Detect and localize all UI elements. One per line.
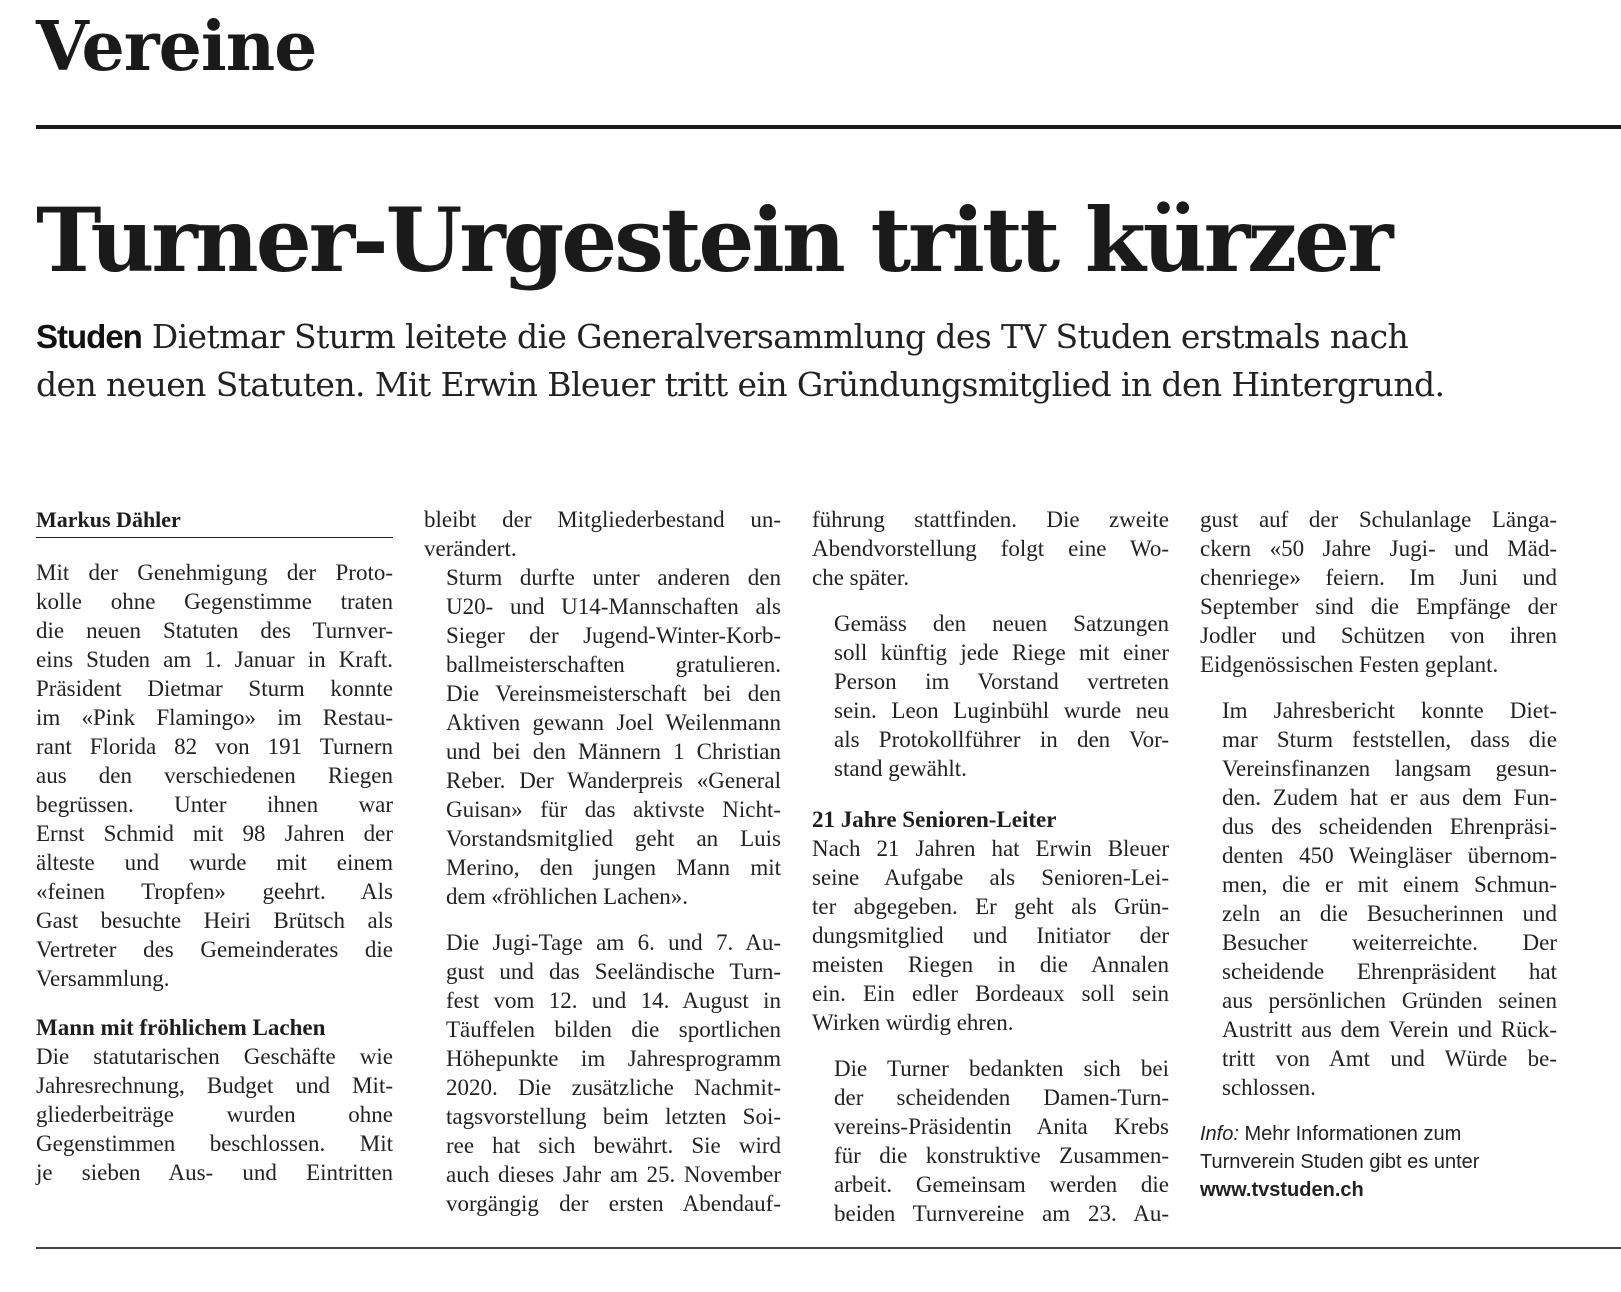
text-line: Gegenstimmen beschlossen. Mit [36, 1131, 393, 1156]
text-line: ckern «50 Jahre Jugi- und Mäd- [1200, 536, 1557, 561]
column-4 [1200, 505, 1557, 1204]
section-title: Vereine [36, 7, 317, 87]
subhead: 21 Jahre Senioren-Leiter [812, 807, 1057, 832]
headline: Turner-Urgestein tritt kürzer [36, 188, 1391, 292]
text-line: ballmeisterschaften gratulieren. [446, 652, 781, 677]
text-line: Guisan» für das aktivste Nicht- [446, 797, 781, 822]
paragraph [812, 505, 1169, 592]
text-line: je sieben Aus- und Eintritten [36, 1160, 393, 1185]
text-line: die neuen Statuten des Turnver- [36, 618, 393, 643]
text-line: tritt von Amt und Würde be- [1222, 1046, 1557, 1071]
text-line: Täuffelen bilden die sportlichen [446, 1017, 781, 1042]
dateline: Studen [36, 318, 142, 355]
lead-paragraph [36, 313, 1596, 409]
text-line: aus den verschiedenen Riegen [36, 763, 393, 788]
text-line: September sind die Empfänge der [1200, 594, 1557, 619]
text-line: dungsmitglied und Initiator der [812, 923, 1169, 948]
text-line: den. Zudem hat er aus dem Fun- [1222, 785, 1557, 810]
text-line: 2020. Die zusätzliche Nachmit- [446, 1075, 781, 1100]
text-line: Eidgenössischen Festen geplant. [1200, 652, 1499, 677]
top-rule [36, 125, 1621, 129]
info-box [1200, 1120, 1557, 1204]
paragraph [812, 1054, 1169, 1228]
text-line: schlossen. [1222, 1075, 1316, 1100]
text-line: eins Studen am 1. Januar in Kraft. [36, 647, 393, 672]
lead-text-1: Dietmar Sturm leitete die Generalversammlung des TV Studen erstmals nach [151, 317, 1409, 356]
text-line: U20- und U14-Mannschaften als [446, 594, 781, 619]
text-line: Die Turner bedankten sich bei [834, 1056, 1169, 1081]
text-line: Gast besuchte Heiri Brütsch als [36, 908, 393, 933]
text-line: Person im Vorstand vertreten [834, 669, 1169, 694]
text-line: begrüssen. Unter ihnen war [36, 792, 393, 817]
text-line: Reber. Der Wanderpreis «General [446, 768, 781, 793]
text-line: tagsvorstellung beim letzten Soi- [446, 1104, 781, 1129]
paragraph [812, 609, 1169, 783]
paragraph [812, 834, 1169, 1037]
text-line: soll künftig jede Riege mit einer [834, 640, 1169, 665]
text-line: Jodler und Schützen von ihren [1200, 623, 1557, 648]
text-line: dus des scheidenden Ehrenpräsi- [1222, 814, 1557, 839]
text-line: seine Aufgabe als Senioren-Lei- [812, 865, 1169, 890]
lead-line-2: den neuen Statuten. Mit Erwin Bleuer tritt ein Gründungsmitglied in den Hintergrund. [36, 365, 1445, 404]
text-line: Austritt aus dem Verein und Rück- [1222, 1017, 1557, 1042]
paragraph [1200, 505, 1557, 679]
paragraph [424, 505, 781, 563]
text-line: Sieger der Jugend-Winter-Korb- [446, 623, 781, 648]
text-line: der scheidenden Damen-Turn- [834, 1085, 1169, 1110]
paragraph [36, 558, 393, 993]
text-line: kolle ohne Gegenstimme traten [36, 589, 393, 614]
text-line: gust und das Seeländische Turn- [446, 959, 781, 984]
text-line: verändert. [424, 536, 517, 561]
text-line: chenriege» feiern. Im Juni und [1200, 565, 1557, 590]
paragraph [1200, 696, 1557, 1102]
text-line: gliederbeiträge wurden ohne [36, 1102, 393, 1127]
text-line: Nach 21 Jahren hat Erwin Bleuer [812, 836, 1169, 861]
text-line: dem «fröhlichen Lachen». [446, 884, 689, 909]
text-line: men, die er mit einem Schmun- [1222, 872, 1557, 897]
text-line: sein. Leon Luginbühl wurde neu [834, 698, 1169, 723]
text-line: fest vom 12. und 14. August in [446, 988, 781, 1013]
text-line: rant Florida 82 von 191 Turnern [36, 734, 393, 759]
text-line: Abendvorstellung folgt eine Wo- [812, 536, 1169, 561]
text-line: für die konstruktive Zusammen- [834, 1143, 1169, 1168]
text-line: Gemäss den neuen Satzungen [834, 611, 1169, 636]
text-line: auch dieses Jahr am 25. November [446, 1162, 781, 1187]
author-byline: Markus Dähler [36, 505, 393, 538]
text-line: scheidende Ehrenpräsident hat [1222, 959, 1557, 984]
text-line: Vertreter des Gemeinderates die [36, 937, 393, 962]
text-line: Versammlung. [36, 966, 170, 991]
text-line: ree hat sich bewährt. Sie wird [446, 1133, 781, 1158]
info-label: Info: [1200, 1123, 1239, 1145]
text-line: älteste und wurde mit einem [36, 850, 393, 875]
text-line: Wirken würdig ehren. [812, 1010, 1014, 1035]
text-line: Vereinsfinanzen langsam gesun- [1222, 756, 1557, 781]
text-line: beiden Turnvereine am 23. Au- [834, 1201, 1169, 1226]
text-line: Vorstandsmitglied geht an Luis [446, 826, 781, 851]
text-line: bleibt der Mitgliederbestand un- [424, 507, 781, 532]
text-line: und bei den Männern 1 Christian [446, 739, 781, 764]
column-2 [424, 505, 781, 1218]
text-line: arbeit. Gemeinsam werden die [834, 1172, 1169, 1197]
text-line: che später. [812, 565, 910, 590]
text-line: denten 450 Weingläser übernom- [1222, 843, 1557, 868]
text-line: Im Jahresbericht konnte Diet- [1222, 698, 1557, 723]
text-line: Die Jugi-Tage am 6. und 7. Au- [446, 930, 781, 955]
column-3 [812, 505, 1169, 1228]
text-line: als Protokollführer in den Vor- [834, 727, 1169, 752]
paragraph [36, 1042, 393, 1187]
column-1 [36, 505, 393, 1187]
text-line: Jahresrechnung, Budget und Mit- [36, 1073, 393, 1098]
text-line: Die statutarischen Geschäfte wie [36, 1044, 393, 1069]
text-line: Höhepunkte im Jahresprogramm [446, 1046, 781, 1071]
bottom-rule [36, 1247, 1621, 1249]
text-line: «feinen Tropfen» geehrt. Als [36, 879, 393, 904]
text-line: ter abgegeben. Er geht als Grün- [812, 894, 1169, 919]
text-line: Besucher weiterreichte. Der [1222, 930, 1557, 955]
text-line: zeln an die Besucherinnen und [1222, 901, 1557, 926]
paragraph [424, 563, 781, 911]
info-url-link[interactable]: www.tvstuden.ch [1200, 1179, 1364, 1201]
paragraph [424, 928, 781, 1218]
lead-line-1 [36, 313, 1596, 361]
text-line: Mit der Genehmigung der Proto- [36, 560, 393, 585]
text-line: mar Sturm feststellen, dass die [1222, 727, 1557, 752]
text-line: führung stattfinden. Die zweite [812, 507, 1169, 532]
text-line: im «Pink Flamingo» im Restau- [36, 705, 393, 730]
text-line: gust auf der Schulanlage Länga- [1200, 507, 1557, 532]
text-line: Aktiven gewann Joel Weilenmann [446, 710, 781, 735]
text-line: aus persönlichen Gründen seinen [1222, 988, 1557, 1013]
subhead: Mann mit fröhlichem Lachen [36, 1015, 326, 1040]
text-line: Merino, den jungen Mann mit [446, 855, 781, 880]
info-text-1: Mehr Informationen zum [1238, 1123, 1462, 1145]
text-line: Ernst Schmid mit 98 Jahren der [36, 821, 393, 846]
text-line: meisten Riegen in die Annalen [812, 952, 1169, 977]
text-line: stand gewählt. [834, 756, 967, 781]
text-line: Präsident Dietmar Sturm konnte [36, 676, 393, 701]
info-text-2: Turnverein Studen gibt es unter [1200, 1151, 1480, 1173]
text-line: Die Vereinsmeisterschaft bei den [446, 681, 781, 706]
text-line: ein. Ein edler Bordeaux soll sein [812, 981, 1169, 1006]
text-line: vorgängig der ersten Abendauf- [446, 1191, 781, 1216]
text-line: Sturm durfte unter anderen den [446, 565, 781, 590]
text-line: vereins-Präsidentin Anita Krebs [834, 1114, 1169, 1139]
